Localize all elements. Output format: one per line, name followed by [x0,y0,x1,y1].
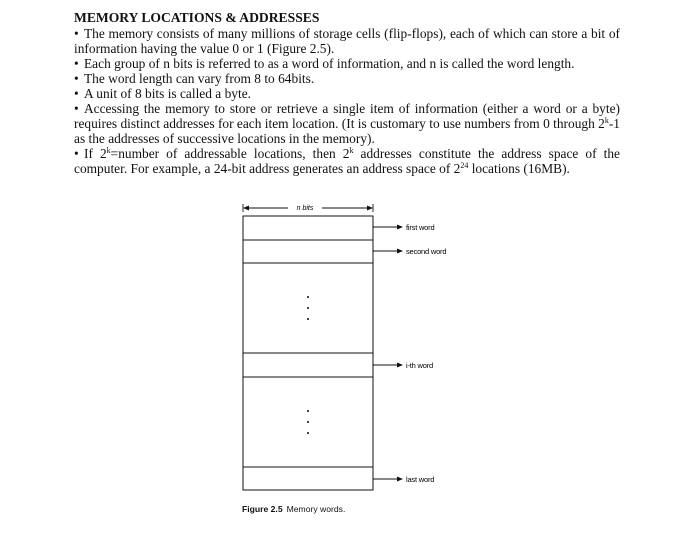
bullet-text: Each group of n bits is referred to as a word of information, and n is called the word length. [84,56,575,71]
superscript: k [106,146,111,155]
figure-caption [242,504,345,514]
ellipsis-dot: • [306,304,310,313]
bullet-text: -1 as the addresses of successive locations in the memory). [74,116,620,146]
bullet-dot: • [74,101,79,116]
bullet-text: The memory consists of many millions of storage cells (flip-flops), each of which can store a bit of information having the value 0 or 1 (Figure 2.5). [74,26,620,56]
ellipsis-dot: • [306,429,310,438]
nbits-label: n bits [296,205,314,212]
bullet-text: =number of addressable locations, then 2 [110,146,350,161]
ith-word-label: i-th word [406,361,433,370]
ellipsis-dot: • [306,407,310,416]
superscript: 24 [460,161,469,170]
bullet-dot: • [74,71,79,86]
ellipsis-dot: • [306,315,310,324]
caption-number: Figure 2.5 [242,504,283,514]
superscript: k [349,146,354,155]
superscript: k [604,116,609,125]
bullet-text: Accessing the memory to store or retrieve a single item of information (either a word or a byte) requires distinct addresses for each item location. (It is customary to use numbers from 0 through 2 [74,101,620,131]
bullet-dot: • [74,56,79,71]
bullet-dot: • [74,86,79,101]
bullet-text: locations (16MB). [468,161,570,176]
caption-text: Memory words. [286,504,346,514]
bullet-dot: • [74,26,79,41]
first-word-label: first word [406,223,435,232]
section-heading: MEMORY LOCATIONS & ADDRESSES [74,10,320,25]
ellipsis-dot: • [306,293,310,302]
bullet-text: If 2 [84,146,107,161]
last-word-label: last word [406,475,435,484]
bullet-dot: • [74,146,79,161]
ellipsis-dot: • [306,418,310,427]
bullet-text: addresses constitute the address space of the computer. For example, a 24-bit address generates an address space of 2 [74,146,620,176]
bullet-text: A unit of 8 bits is called a byte. [84,86,251,101]
second-word-label: second word [406,247,447,256]
bullet-text: The word length can vary from 8 to 64bits. [84,71,315,86]
